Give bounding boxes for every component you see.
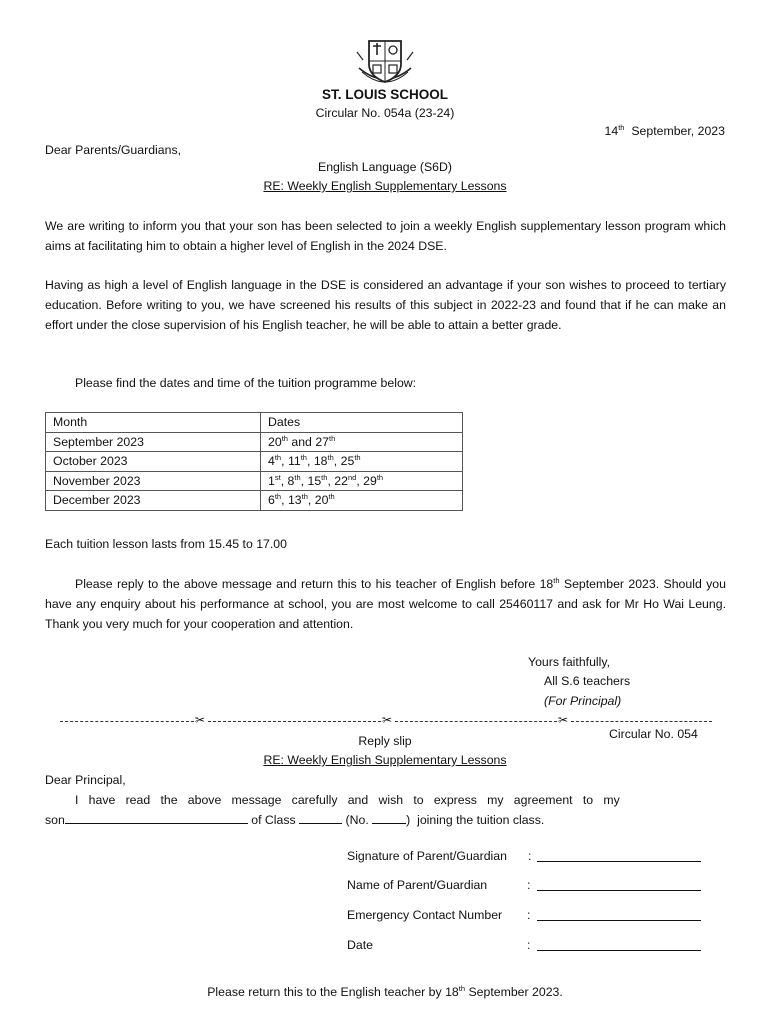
salutation: Dear Parents/Guardians, — [45, 143, 182, 157]
paragraph-advantage: Having as high a level of English language in the DSE is considered an advantage if your son wishes to proceed to tertiary education. Before writing to you, we have screened his results of this subject in 2022-23 and found that if he can make an effort under the close supervision of his English teacher, he will be able to attain a better grade. — [45, 278, 726, 332]
schedule-table — [45, 412, 463, 511]
signature-row: Signature of Parent/Guardian : — [347, 849, 507, 863]
month-cell: December 2023 — [46, 491, 261, 511]
table-row — [46, 452, 463, 472]
school-name: ST. LOUIS SCHOOL — [321, 87, 448, 102]
reply-circular-ref: Circular No. 054 — [609, 727, 698, 741]
reply-son-line: son of Class (No. ) joining the tuition class. — [45, 813, 545, 827]
scissors-icon: ✂ — [558, 713, 569, 727]
return-instruction: Please return this to the English teacher by 18th September 2023. — [207, 984, 563, 999]
cut-line — [60, 714, 712, 728]
son-name-field[interactable] — [65, 812, 248, 824]
table-row — [46, 471, 463, 491]
header-dates: Dates — [261, 413, 463, 433]
date-row: Date : — [347, 938, 373, 952]
reply-salutation: Dear Principal, — [45, 773, 126, 787]
scissors-icon: ✂ — [195, 713, 206, 727]
letter-date — [605, 124, 725, 138]
emergency-contact-field[interactable] — [537, 920, 701, 921]
class-number-field[interactable] — [372, 812, 406, 824]
dates-cell: 4th, 11th, 18th, 25th — [261, 452, 463, 472]
date-day: 14 — [604, 124, 619, 138]
reply-slip-subject-text: RE: Weekly English Supplementary Lessons — [263, 753, 507, 767]
table-row — [46, 432, 463, 452]
subject-title-text: RE: Weekly English Supplementary Lessons — [263, 179, 507, 193]
scissors-icon: ✂ — [382, 713, 393, 727]
dates-cell: 20th and 27th — [261, 432, 463, 452]
date-month-year: September, 2023 — [631, 124, 725, 138]
paragraph-reply: Please reply to the above message and return this to his teacher of English before 18th September 2023. Should you have any enquiry about his performance at school, you are most welcome to call 25460117 and ask for Mr Ho Wai Leung. Thank you very much for your cooperation and attention. — [45, 576, 726, 631]
paragraph-schedule-intro: Please find the dates and time of the tuition programme below: — [75, 376, 417, 390]
closing: Yours faithfully, — [528, 655, 611, 669]
month-cell: October 2023 — [46, 452, 261, 472]
lesson-time: Each tuition lesson lasts from 15.45 to 17.00 — [45, 537, 287, 551]
signatory: All S.6 teachers — [544, 674, 631, 688]
parent-name-row: Name of Parent/Guardian : — [347, 878, 487, 892]
dates-cell: 6th, 13th, 20th — [261, 491, 463, 511]
emergency-contact-row: Emergency Contact Number : — [347, 908, 502, 922]
subject-line: English Language (S6D) — [318, 160, 452, 174]
dates-cell: 1st, 8th, 15th, 22nd, 29th — [261, 471, 463, 491]
date-suffix: th — [618, 123, 625, 132]
parent-name-field[interactable] — [537, 890, 701, 891]
date-field[interactable] — [537, 950, 701, 951]
reply-body-line1: I have read the above message carefully and wish to express my agreement to my — [75, 793, 620, 807]
subject-title — [0, 179, 770, 193]
signature-field[interactable] — [537, 861, 701, 862]
header-month: Month — [46, 413, 261, 433]
class-field[interactable] — [299, 812, 342, 824]
month-cell: September 2023 — [46, 432, 261, 452]
st-louis-school-crest-icon — [353, 38, 417, 88]
signatory-role: (For Principal) — [544, 694, 622, 708]
paragraph-selection: We are writing to inform you that your son has been selected to join a weekly English supplementary lesson program which aims at facilitating him to obtain a higher level of English in the 2024 DSE. — [45, 219, 726, 253]
table-row — [46, 491, 463, 511]
reply-slip-title: Reply slip — [358, 734, 412, 748]
reply-slip-subject — [0, 753, 770, 767]
table-header-row — [46, 413, 463, 433]
month-cell: November 2023 — [46, 471, 261, 491]
circular-number: Circular No. 054a (23-24) — [315, 106, 455, 120]
